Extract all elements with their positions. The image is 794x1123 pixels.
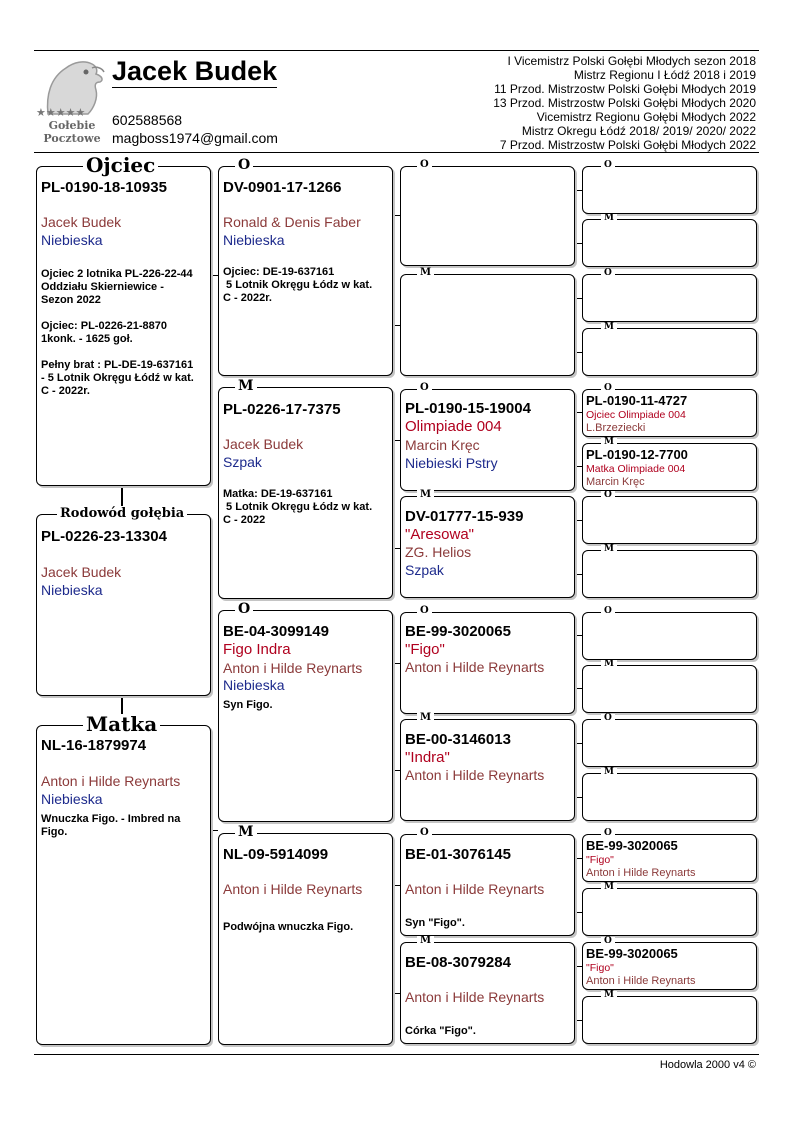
logo-text-line1: Gołebie bbox=[48, 119, 96, 132]
owner: ZG. Helios bbox=[405, 544, 472, 560]
mother-card[interactable] bbox=[36, 712, 211, 1045]
fmm-card[interactable] bbox=[400, 489, 575, 598]
pigeon-name: Olimpiade 004 bbox=[405, 418, 502, 435]
connector bbox=[210, 830, 218, 831]
achievement-item: I Vicemistrz Polski Gołębi Młodych sezon 2018 bbox=[507, 54, 756, 68]
achievement-item: Mistrz Okregu Łódź 2018/ 2019/ 2020/ 2022 bbox=[521, 124, 756, 138]
notes: Ojciec 2 lotnika PL-226-22-44 Oddziału Skierniewice - Sezon 2022 Ojciec: PL-0226-21-8870 1konk. - 1625 goł. Pełny brat : PL-DE-19-637161 - 5 Lotnik Okręgu Łódź w kat. C - 2022r. bbox=[41, 268, 194, 397]
mmf-card[interactable] bbox=[400, 827, 575, 936]
ring-number: NL-16-1879974 bbox=[41, 737, 147, 754]
notes: Syn "Figo". bbox=[405, 917, 465, 929]
mother-label: Matka bbox=[83, 714, 160, 734]
ring-number: BE-99-3020065 bbox=[405, 623, 511, 640]
mfm-card[interactable] bbox=[400, 712, 575, 821]
mff-card[interactable] bbox=[400, 605, 575, 714]
connector bbox=[574, 966, 582, 967]
m-label: M bbox=[235, 825, 257, 839]
connector bbox=[574, 466, 582, 467]
o-label: O bbox=[417, 606, 432, 616]
ring-number: PL-0226-17-7375 bbox=[223, 401, 341, 418]
connector bbox=[574, 520, 582, 521]
footer-credit: Hodowla 2000 v4 © bbox=[659, 1059, 756, 1071]
logo bbox=[36, 56, 106, 148]
owner: Jacek Budek bbox=[223, 436, 304, 452]
notes: Córka "Figo". bbox=[405, 1025, 476, 1037]
o-label: O bbox=[235, 602, 253, 616]
achievement-item: 7 Przod. Mistrzostw Polski Gołębi Młodych 2022 bbox=[499, 138, 756, 152]
notes: Podwójna wnuczka Figo. bbox=[223, 921, 354, 933]
ring-number: NL-09-5914099 bbox=[223, 846, 329, 863]
color: Niebieska bbox=[41, 582, 103, 598]
pigeon-name: "Figo" bbox=[586, 962, 614, 974]
o-label: O bbox=[417, 160, 432, 170]
notes: Syn Figo. bbox=[223, 699, 273, 711]
achievement-item: 13 Przod. Mistrzostw Polski Gołębi Młodych 2020 bbox=[493, 96, 756, 110]
connector bbox=[574, 688, 582, 689]
ffx-o-card[interactable] bbox=[400, 159, 575, 266]
o-label: O bbox=[417, 828, 432, 838]
o-label: O bbox=[601, 714, 615, 723]
fmff-card[interactable] bbox=[582, 383, 757, 437]
color: Niebieska bbox=[41, 791, 103, 807]
color: Niebieska bbox=[41, 232, 103, 248]
ff-card[interactable] bbox=[218, 157, 393, 376]
achievement-item: Vicemistrz Regionu Gołębi Młodych 2022 bbox=[536, 110, 756, 124]
notes: Matka: DE-19-637161 5 Lotnik Okręgu Łódz w kat. C - 2022 bbox=[223, 488, 373, 526]
m-label: M bbox=[601, 991, 617, 1000]
m-label: M bbox=[601, 214, 617, 223]
connector bbox=[392, 663, 400, 664]
ring-number: BE-00-3146013 bbox=[405, 731, 511, 748]
owner: Jacek Budek bbox=[41, 214, 122, 230]
owner: Anton i Hilde Reynarts bbox=[405, 881, 545, 897]
ffx-m-card[interactable] bbox=[400, 267, 575, 376]
pigeon-name: "Figo" bbox=[405, 641, 445, 658]
connector bbox=[574, 298, 582, 299]
connector bbox=[392, 548, 400, 549]
notes: Wnuczka Figo. - Imbred na Figo. bbox=[41, 813, 181, 838]
mmff-card[interactable] bbox=[582, 828, 757, 882]
connector bbox=[574, 352, 582, 353]
ring-number: BE-01-3076145 bbox=[405, 846, 511, 863]
owner: Anton i Hilde Reynarts bbox=[405, 659, 545, 675]
m-label: M bbox=[235, 379, 257, 393]
connector bbox=[392, 440, 400, 441]
owner: Anton i Hilde Reynarts bbox=[586, 975, 696, 987]
ring-number: PL-0190-12-7700 bbox=[586, 447, 688, 462]
color: Szpak bbox=[405, 562, 444, 578]
ring-number: PL-0190-18-10935 bbox=[41, 179, 167, 196]
m-label: M bbox=[601, 660, 617, 669]
connector bbox=[574, 574, 582, 575]
owner: Anton i Hilde Reynarts bbox=[586, 867, 696, 879]
ring-number: BE-08-3079284 bbox=[405, 954, 511, 971]
connector bbox=[574, 743, 582, 744]
o-label: O bbox=[601, 607, 615, 616]
fmf-card[interactable] bbox=[400, 382, 575, 491]
pigeon-name: Ojciec Olimpiade 004 bbox=[586, 409, 686, 421]
o-label: O bbox=[601, 937, 615, 946]
o-label: O bbox=[601, 269, 615, 278]
owner: Anton i Hilde Reynarts bbox=[405, 767, 545, 783]
col4-card[interactable] bbox=[582, 160, 757, 214]
m-label: M bbox=[417, 268, 434, 278]
col4-card[interactable] bbox=[582, 882, 757, 936]
connector bbox=[392, 885, 400, 886]
o-label: O bbox=[417, 383, 432, 393]
col4-card[interactable] bbox=[582, 713, 757, 767]
breeder-email: magboss1974@gmail.com bbox=[112, 130, 278, 146]
ring-number: DV-0901-17-1266 bbox=[223, 179, 342, 196]
achievement-item: 11 Przod. Mistrzostw Polski Gołębi Młodych 2019 bbox=[494, 82, 756, 96]
ring-number: DV-01777-15-939 bbox=[405, 508, 524, 525]
owner: Marcin Kręc bbox=[405, 437, 480, 453]
owner: Marcin Kręc bbox=[586, 476, 645, 488]
o-label: O bbox=[601, 161, 615, 170]
connector bbox=[574, 190, 582, 191]
connector bbox=[121, 486, 123, 506]
connector bbox=[392, 993, 400, 994]
breeder-name: Jacek Budek bbox=[112, 56, 278, 86]
connector bbox=[574, 635, 582, 636]
m-label: M bbox=[417, 936, 434, 946]
pigeon-name: "Figo" bbox=[586, 854, 614, 866]
achievement-item: Mistrz Regionu I Łódź 2018 i 2019 bbox=[573, 68, 756, 82]
owner: L.Brzeziecki bbox=[586, 422, 646, 434]
o-label: O bbox=[601, 829, 615, 838]
ring-number: PL-0226-23-13304 bbox=[41, 528, 167, 545]
owner: Anton i Hilde Reynarts bbox=[405, 989, 545, 1005]
footer-rule bbox=[34, 1054, 759, 1055]
connector bbox=[574, 243, 582, 244]
m-label: M bbox=[601, 323, 617, 332]
connector bbox=[210, 275, 218, 276]
owner: Anton i Hilde Reynarts bbox=[223, 660, 363, 676]
m-label: M bbox=[417, 490, 434, 500]
connector bbox=[574, 858, 582, 859]
owner: Anton i Hilde Reynarts bbox=[223, 881, 363, 897]
o-label: O bbox=[235, 158, 253, 172]
breeder-phone: 602588568 bbox=[112, 112, 183, 128]
m-label: M bbox=[601, 883, 617, 892]
m-label: M bbox=[601, 545, 617, 554]
col4-card[interactable] bbox=[582, 606, 757, 660]
connector bbox=[392, 325, 400, 326]
logo-text-line2: Pocztowe bbox=[43, 132, 101, 145]
connector bbox=[392, 770, 400, 771]
col4-card[interactable] bbox=[582, 767, 757, 821]
ring-number: PL-0190-15-19004 bbox=[405, 400, 531, 417]
connector bbox=[574, 1020, 582, 1021]
ring-number: PL-0190-11-4727 bbox=[586, 393, 688, 408]
father-label: Ojciec bbox=[83, 155, 158, 175]
achievements-list bbox=[396, 54, 756, 152]
m-label: M bbox=[417, 713, 434, 723]
owner: Jacek Budek bbox=[41, 564, 122, 580]
m-label: M bbox=[601, 768, 617, 777]
pigeon-name: Figo Indra bbox=[223, 641, 291, 658]
col4-card[interactable] bbox=[582, 213, 757, 267]
o-label: O bbox=[601, 384, 615, 393]
connector bbox=[574, 412, 582, 413]
o-label: O bbox=[601, 491, 615, 500]
col4-card[interactable] bbox=[582, 268, 757, 322]
ring-number: BE-99-3020065 bbox=[586, 946, 678, 961]
father-card[interactable] bbox=[36, 153, 211, 486]
mf-card[interactable] bbox=[218, 601, 393, 822]
connector bbox=[574, 912, 582, 913]
col4-card[interactable] bbox=[582, 659, 757, 713]
subject-card[interactable] bbox=[36, 506, 211, 696]
pedigree-label: Rodowód gołębia bbox=[57, 507, 187, 520]
notes: Ojciec: DE-19-637161 5 Lotnik Okręgu Łódz w kat. C - 2022r. bbox=[223, 266, 373, 304]
fm-card[interactable] bbox=[218, 378, 393, 599]
col4-card[interactable] bbox=[582, 322, 757, 376]
pigeon-name: "Indra" bbox=[405, 749, 450, 766]
color: Niebieska bbox=[223, 677, 285, 693]
header-top-rule bbox=[34, 50, 759, 51]
col4-card[interactable] bbox=[582, 544, 757, 598]
mm-card[interactable] bbox=[218, 824, 393, 1045]
pigeon-name: Matka Olimpiade 004 bbox=[586, 463, 686, 475]
connector bbox=[392, 215, 400, 216]
col4-card[interactable] bbox=[582, 490, 757, 544]
mmm-card[interactable] bbox=[400, 935, 575, 1044]
logo-stars: ★★★★★ bbox=[36, 107, 86, 119]
color: Niebieska bbox=[223, 232, 285, 248]
col4-card[interactable] bbox=[582, 990, 757, 1044]
owner: Ronald & Denis Faber bbox=[223, 214, 361, 230]
pigeon-name: "Aresowa" bbox=[405, 526, 475, 543]
ring-number: BE-04-3099149 bbox=[223, 623, 329, 640]
mmmf-card[interactable] bbox=[582, 936, 757, 990]
color: Szpak bbox=[223, 454, 262, 470]
connector bbox=[574, 797, 582, 798]
fmfm-card[interactable] bbox=[582, 437, 757, 491]
m-label: M bbox=[601, 438, 617, 447]
color: Niebieski Pstry bbox=[405, 455, 498, 471]
owner: Anton i Hilde Reynarts bbox=[41, 773, 181, 789]
ring-number: BE-99-3020065 bbox=[586, 838, 678, 853]
